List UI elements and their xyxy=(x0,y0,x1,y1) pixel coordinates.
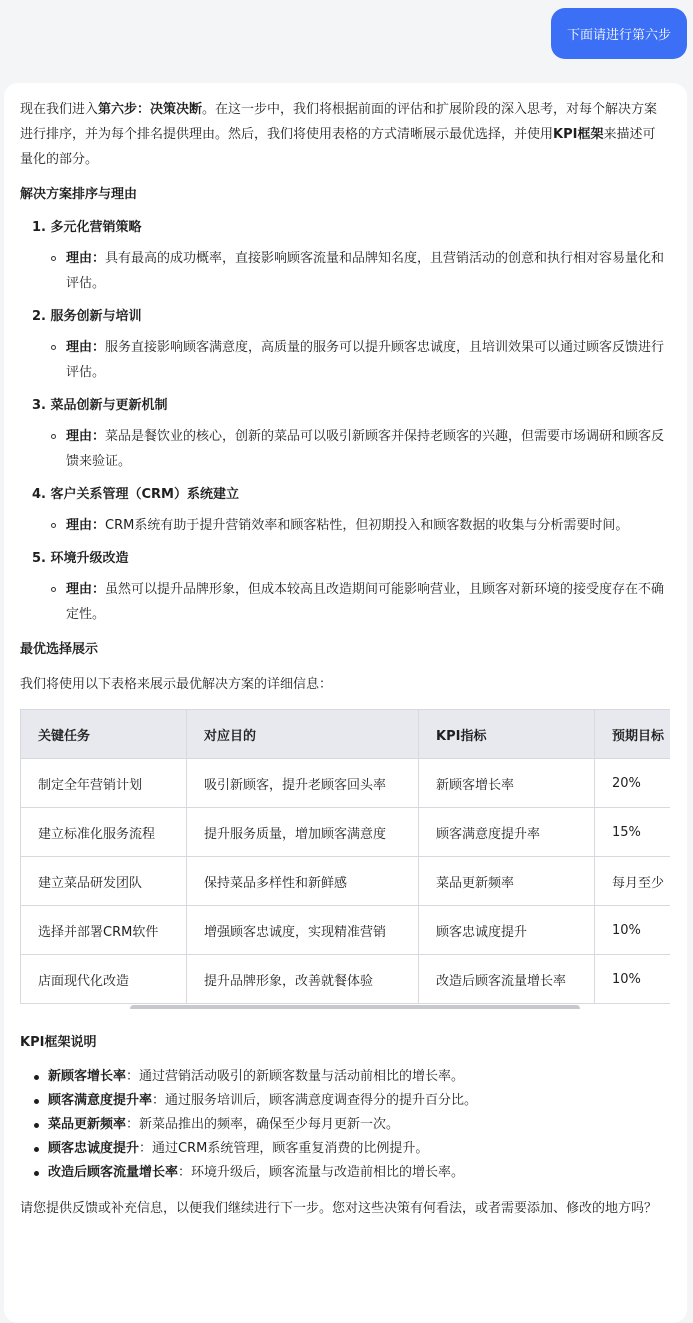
bullet-icon xyxy=(34,1099,39,1104)
ranking-item-title: 5. 环境升级改造 xyxy=(32,551,129,566)
table-header-row xyxy=(21,710,671,759)
kpi-term: 菜品更新频率 xyxy=(48,1117,127,1132)
circle-bullet-icon xyxy=(51,523,56,528)
best-choice-heading: 最优选择展示 xyxy=(20,642,99,657)
solution-table xyxy=(20,709,670,1004)
assistant-response-card xyxy=(4,83,687,1323)
ranking-reason xyxy=(66,577,667,627)
horizontal-scrollbar[interactable] xyxy=(130,1005,580,1009)
table-cell: 20% xyxy=(595,759,671,808)
table-cell: 制定全年营销计划 xyxy=(21,759,187,808)
kpi-list xyxy=(20,1065,667,1185)
reason-text: CRM系统有助于提升营销效率和顾客粘性，但初期投入和顾客数据的收集与分析需要时间。 xyxy=(105,518,629,533)
table-cell: 菜品更新频率 xyxy=(419,857,595,906)
response-content xyxy=(20,93,667,1221)
table-header-cell: KPI指标 xyxy=(419,710,595,759)
list-item xyxy=(48,1065,667,1089)
ranking-item-title: 4. 客户关系管理（CRM）系统建立 xyxy=(32,487,239,502)
table-cell: 15% xyxy=(595,808,671,857)
table-header-cell: 关键任务 xyxy=(21,710,187,759)
reason-label: 理由： xyxy=(66,429,106,444)
table-header-cell: 预期目标 xyxy=(595,710,671,759)
circle-bullet-icon xyxy=(51,434,56,439)
reason-text: 服务直接影响顾客满意度，高质量的服务可以提升顾客忠诚度，且培训效果可以通过顾客反馈进行评估。 xyxy=(66,340,665,380)
reason-label: 理由： xyxy=(66,251,106,266)
table-cell: 改造后顾客流量增长率 xyxy=(419,955,595,1004)
reason-text: 具有最高的成功概率，直接影响顾客流量和品牌知名度，且营销活动的创意和执行相对容易量化和评估。 xyxy=(66,251,665,291)
bullet-icon xyxy=(34,1147,39,1152)
intro-paragraph xyxy=(20,97,667,172)
table-scroll-container[interactable] xyxy=(20,709,670,1009)
table-cell: 吸引新顾客，提升老顾客回头率 xyxy=(187,759,419,808)
kpi-desc: ：通过CRM系统管理，顾客重复消费的比例提升。 xyxy=(139,1141,429,1156)
table-cell: 10% xyxy=(595,955,671,1004)
table-row xyxy=(21,906,671,955)
list-item xyxy=(48,1137,667,1161)
table-cell: 建立标准化服务流程 xyxy=(21,808,187,857)
ranking-heading: 解决方案排序与理由 xyxy=(20,187,138,202)
table-row xyxy=(21,808,671,857)
intro-text-1: 现在我们进入 xyxy=(20,102,99,117)
kpi-term: 改造后顾客流量增长率 xyxy=(48,1165,179,1180)
list-item xyxy=(48,1113,667,1137)
ranking-list xyxy=(20,216,667,627)
table-row xyxy=(21,759,671,808)
table-header-cell: 对应目的 xyxy=(187,710,419,759)
table-cell: 建立菜品研发团队 xyxy=(21,857,187,906)
table-row xyxy=(21,857,671,906)
kpi-heading: KPI框架说明 xyxy=(20,1035,97,1050)
ranking-reason xyxy=(66,335,667,385)
reason-text: 菜品是餐饮业的核心，创新的菜品可以吸引新顾客并保持老顾客的兴趣，但需要市场调研和顾客反馈来验证。 xyxy=(66,429,665,469)
bullet-icon xyxy=(34,1171,39,1176)
kpi-desc: ：新菜品推出的频率，确保至少每月更新一次。 xyxy=(126,1117,400,1132)
user-message-bubble: 下面请进行第六步 xyxy=(551,8,687,59)
kpi-desc: ：环境升级后，顾客流量与改造前相比的增长率。 xyxy=(178,1165,465,1180)
table-cell: 新顾客增长率 xyxy=(419,759,595,808)
table-cell: 店面现代化改造 xyxy=(21,955,187,1004)
table-cell: 选择并部署CRM软件 xyxy=(21,906,187,955)
closing-paragraph: 请您提供反馈或补充信息，以便我们继续进行下一步。您对这些决策有何看法，或者需要添加、修改的地方吗？ xyxy=(20,1201,658,1216)
bullet-icon xyxy=(34,1075,39,1080)
intro-text-2: 。在这一步中，我们将根据前面的评估和扩展阶段的深入思考，对每个解决方案进行排序，并为每个排名提供理由。然后，我们将使用表格的方式清晰展示最优选择，并使用 xyxy=(20,102,658,142)
kpi-desc: ：通过服务培训后，顾客满意度调查得分的提升百分比。 xyxy=(152,1093,478,1108)
reason-label: 理由： xyxy=(66,340,106,355)
table-cell: 提升品牌形象，改善就餐体验 xyxy=(187,955,419,1004)
reason-label: 理由： xyxy=(66,518,106,533)
circle-bullet-icon xyxy=(51,345,56,350)
ranking-reason xyxy=(66,246,667,296)
table-cell: 顾客忠诚度提升 xyxy=(419,906,595,955)
circle-bullet-icon xyxy=(51,587,56,592)
kpi-term: 顾客忠诚度提升 xyxy=(48,1141,140,1156)
table-cell: 10% xyxy=(595,906,671,955)
ranking-reason xyxy=(66,424,667,474)
intro-text-3: 来描述可量化的部分。 xyxy=(20,127,656,167)
ranking-reason xyxy=(66,513,667,538)
ranking-item-title: 3. 菜品创新与更新机制 xyxy=(32,398,168,413)
table-cell: 提升服务质量，增加顾客满意度 xyxy=(187,808,419,857)
table-cell: 保持菜品多样性和新鲜感 xyxy=(187,857,419,906)
intro-bold-kpi: KPI框架 xyxy=(553,127,604,142)
table-row xyxy=(21,955,671,1004)
list-item xyxy=(48,1161,667,1185)
table-intro: 我们将使用以下表格来展示最优解决方案的详细信息： xyxy=(20,677,333,692)
reason-text: 虽然可以提升品牌形象，但成本较高且改造期间可能影响营业，且顾客对新环境的接受度存在不确定性。 xyxy=(66,582,665,622)
reason-label: 理由： xyxy=(66,582,106,597)
list-item xyxy=(48,1089,667,1113)
table-cell: 顾客满意度提升率 xyxy=(419,808,595,857)
kpi-term: 顾客满意度提升率 xyxy=(48,1093,153,1108)
table-cell: 增强顾客忠诚度，实现精准营销 xyxy=(187,906,419,955)
circle-bullet-icon xyxy=(51,256,56,261)
kpi-term: 新顾客增长率 xyxy=(48,1069,127,1084)
ranking-item-title: 1. 多元化营销策略 xyxy=(32,220,142,235)
ranking-item-title: 2. 服务创新与培训 xyxy=(32,309,142,324)
intro-bold-step: 第六步：决策决断 xyxy=(98,102,203,117)
bullet-icon xyxy=(34,1123,39,1128)
table-cell: 每月至少 xyxy=(595,857,671,906)
kpi-desc: ：通过营销活动吸引的新顾客数量与活动前相比的增长率。 xyxy=(126,1069,465,1084)
